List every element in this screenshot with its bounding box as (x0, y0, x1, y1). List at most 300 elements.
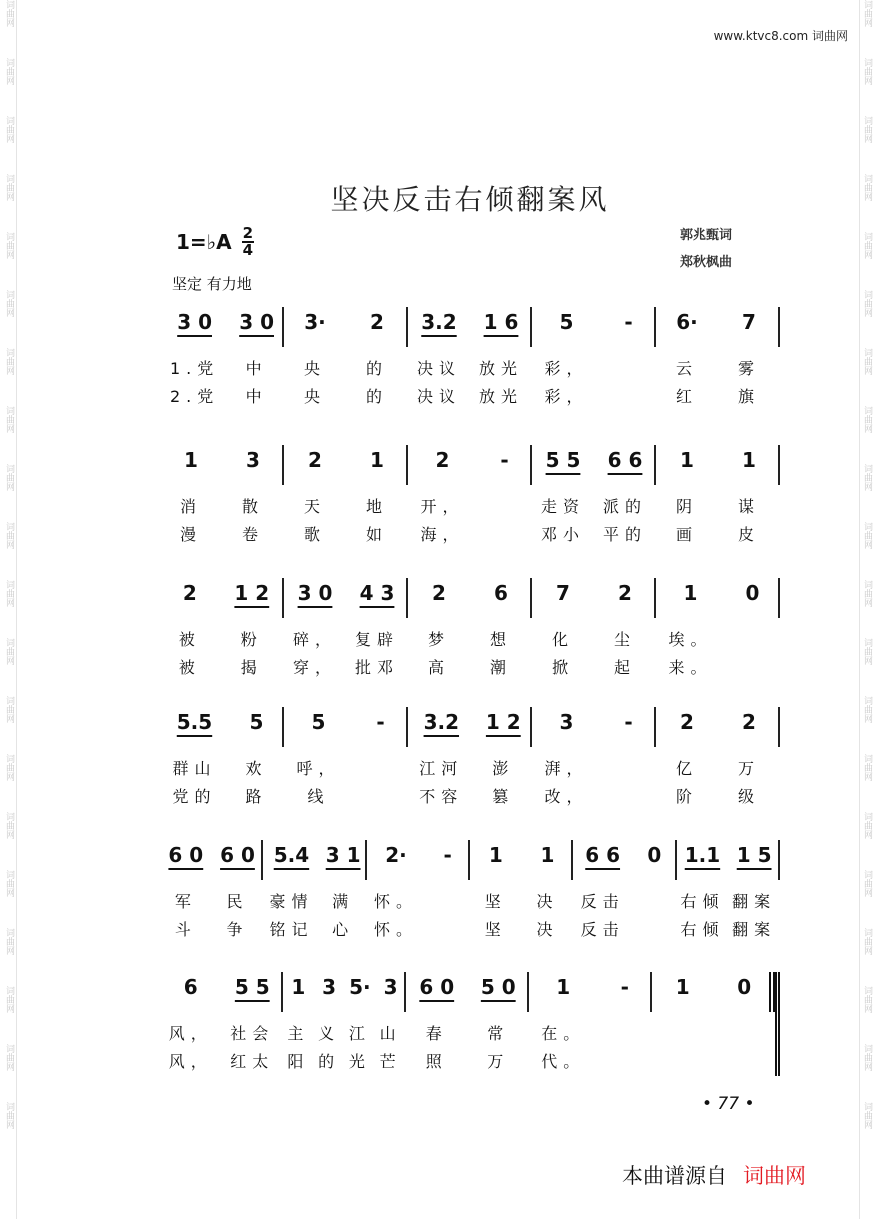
lyric-verse-1: 风， (168, 1024, 213, 1043)
watermark-text: 词曲网 (862, 1044, 872, 1071)
lyric-verse-2: 歌 (303, 525, 326, 544)
note: 6 0 (419, 975, 455, 999)
note-group (220, 840, 255, 944)
note-group (541, 972, 585, 1076)
watermark-text: 词曲网 (862, 464, 872, 491)
note: - (620, 975, 629, 999)
note-group (732, 840, 776, 944)
note-group (729, 972, 759, 1076)
note-group (293, 578, 337, 682)
lyric-verse-2: 平的 (602, 525, 647, 544)
note: 2 (435, 448, 450, 472)
lyric-verse-2: 红太 (230, 1052, 275, 1071)
watermark-text: 词曲网 (4, 0, 14, 27)
note: 2 (742, 710, 756, 734)
note: 1 (291, 975, 306, 999)
note: 1 (680, 448, 694, 472)
lyric-verse-1: 澎 (492, 759, 515, 778)
lyric-verse-2: 旗 (737, 387, 760, 406)
note: 0 (745, 581, 760, 605)
note: 2 (308, 448, 322, 472)
key-label: 1=♭A (176, 230, 232, 254)
note-group (668, 972, 698, 1076)
note-group (486, 578, 516, 682)
lyric-verse-2: 放光 (478, 387, 523, 406)
note: 5 5 (545, 448, 581, 472)
note-group (230, 972, 274, 1076)
note: 1 2 (234, 581, 270, 605)
watermark-text: 词曲网 (4, 348, 14, 375)
note: 0 (737, 975, 752, 999)
site-url: www.ktvc8.com 词曲网 (713, 29, 848, 43)
lyric-verse-1: 彩， (544, 359, 589, 378)
note-group (734, 445, 764, 549)
watermark-text: 词曲网 (4, 1044, 14, 1071)
note: 5· (349, 975, 371, 999)
lyric-verse-1: 派的 (602, 497, 647, 516)
watermark-text: 词曲网 (862, 870, 872, 897)
lyric-verse-1: 右倾 (680, 892, 725, 911)
lyric-verse-1: 满 (332, 892, 355, 911)
lyric-verse-2: 2.党 (169, 387, 220, 406)
measure (532, 307, 656, 411)
lyric-verse-2: 风， (168, 1052, 213, 1071)
note-group (639, 840, 669, 944)
lyric-verse-2: 邓小 (540, 525, 585, 544)
note-group (241, 707, 271, 811)
note-group (176, 445, 206, 549)
lyric-verse-1: 民 (226, 892, 249, 911)
lyric-verse-2: 党的 (172, 787, 217, 806)
lyric-verse-2: 掀 (551, 658, 574, 677)
note: - (624, 310, 633, 334)
note-group (486, 707, 521, 811)
lyric-verse-1: 云 (675, 359, 698, 378)
note: 2 (680, 710, 694, 734)
note: 2 (432, 581, 446, 605)
note: - (500, 448, 509, 472)
note-group (548, 578, 578, 682)
note: 2 (618, 581, 632, 605)
lyric-verse-2: 批邓 (354, 658, 399, 677)
measure (656, 578, 780, 682)
note-group (326, 840, 361, 944)
lyric-verse-2: 被 (178, 658, 201, 677)
measure (677, 840, 780, 944)
note-group (168, 840, 203, 944)
note: 6 6 (607, 448, 643, 472)
lyric-verse-1: 决议 (416, 359, 461, 378)
note: 6 (183, 975, 198, 999)
note-group (234, 578, 269, 682)
lyric-verse-2: 起 (613, 658, 636, 677)
note-group (374, 840, 418, 944)
measure (532, 707, 656, 811)
lyric-verse-2: 海， (420, 525, 465, 544)
measure (263, 840, 366, 944)
lyric-verse-1: 社会 (230, 1024, 275, 1043)
note-group (603, 445, 647, 549)
note: 2 (370, 310, 384, 334)
lyric-verse-2: 线 (307, 787, 330, 806)
note-group (479, 307, 523, 411)
note: 5.4 (273, 843, 310, 867)
lyric-verse-1: 复辟 (354, 630, 399, 649)
music-system (160, 972, 780, 1076)
watermark-text: 词曲网 (862, 986, 872, 1013)
time-bottom: 4 (242, 241, 254, 259)
lyric-verse-1: 江河 (419, 759, 464, 778)
measure (408, 307, 532, 411)
note: 3 0 (177, 310, 212, 334)
measure (160, 707, 284, 811)
lyric-verse-2: 画 (675, 525, 698, 544)
watermark-text: 词曲网 (862, 638, 872, 665)
lyric-verse-2: 卷 (241, 525, 264, 544)
note-group (734, 307, 764, 411)
watermark-text: 词曲网 (4, 232, 14, 259)
lyric-verse-1: 放光 (478, 359, 523, 378)
measure (573, 840, 676, 944)
note: 1.1 (684, 843, 721, 867)
note: - (624, 710, 633, 734)
watermark-text: 词曲网 (4, 754, 14, 781)
note-group (417, 307, 461, 411)
lyric-verse-1: 天 (303, 497, 326, 516)
lyric-verse-2: 来。 (668, 658, 713, 677)
lyric-verse-1: 地 (365, 497, 388, 516)
note: 3 0 (297, 581, 333, 605)
lyric-verse-1: 化 (551, 630, 574, 649)
note-group (239, 307, 274, 411)
lyric-verse-2: 怀。 (373, 920, 418, 939)
lyric-verse-2: 决议 (416, 387, 461, 406)
note: 6 0 (168, 843, 204, 867)
note-group (300, 307, 330, 411)
watermark-text: 词曲网 (4, 116, 14, 143)
note: 5 5 (234, 975, 270, 999)
note: 4 3 (359, 581, 395, 605)
note: 3 (383, 975, 398, 999)
lyric-verse-1: 怀。 (373, 892, 418, 911)
source-brand: 词曲网 (743, 1164, 806, 1188)
note-group (668, 578, 712, 682)
note-group (737, 578, 767, 682)
measure (160, 840, 263, 944)
watermark-text: 词曲网 (862, 1102, 872, 1129)
note-group (544, 707, 588, 811)
measure (656, 445, 780, 549)
measure (160, 578, 284, 682)
lyric-verse-2: 阳 (287, 1052, 310, 1071)
lyric-verse-1: 1.党 (169, 359, 220, 378)
lyric-verse-2: 红 (675, 387, 698, 406)
lyric-verse-2: 万 (487, 1052, 510, 1071)
note: 6 (494, 581, 508, 605)
watermark-text: 词曲网 (862, 348, 872, 375)
lyric-verse-2: 的 (318, 1052, 341, 1071)
note: 1 (540, 843, 555, 867)
lyric-verse-2: 翻案 (732, 920, 777, 939)
note-group (170, 307, 219, 411)
note-group (362, 445, 392, 549)
note-group (355, 578, 399, 682)
source-prefix: 本曲谱源自 (622, 1164, 727, 1188)
note: 5 (559, 310, 574, 334)
lyric-verse-1: 开， (420, 497, 465, 516)
note: 3 0 (239, 310, 274, 334)
measure (532, 578, 656, 682)
note-group (314, 972, 344, 1076)
note: 7 (556, 581, 570, 605)
lyric-verse-2: 篡 (492, 787, 515, 806)
lyric-verse-2: 铭记 (269, 920, 314, 939)
measure (284, 578, 408, 682)
note: 1 (683, 581, 698, 605)
lyric-verse-1: 常 (487, 1024, 510, 1043)
time-signature (242, 226, 254, 258)
note: 3· (304, 310, 326, 334)
note-group (489, 445, 519, 549)
lyric-verse-2: 争 (226, 920, 249, 939)
music-system (160, 578, 780, 682)
lyric-verse-1: 尘 (613, 630, 636, 649)
watermark-text: 词曲网 (862, 58, 872, 85)
lyric-verse-2: 斗 (174, 920, 197, 939)
key-signature (176, 226, 254, 258)
note: 6 0 (220, 843, 255, 867)
note: 1 (184, 448, 198, 472)
lyric-verse-1: 群山 (172, 759, 217, 778)
note: 5 0 (480, 975, 516, 999)
note-group (169, 972, 213, 1076)
watermark-text: 词曲网 (862, 696, 872, 723)
note-group (672, 445, 702, 549)
lyric-verse-2: 穿， (292, 658, 337, 677)
watermark-text: 词曲网 (4, 464, 14, 491)
watermark-text: 词曲网 (862, 232, 872, 259)
watermark-text: 词曲网 (4, 696, 14, 723)
page-number: • 77 • (702, 1094, 755, 1114)
note: 7 (742, 310, 756, 334)
watermark-text: 词曲网 (4, 928, 14, 955)
lyric-verse-1: 万 (737, 759, 760, 778)
note: 1 5 (736, 843, 772, 867)
measure (408, 445, 532, 549)
watermark-text: 词曲网 (4, 406, 14, 433)
source-credit (622, 1160, 806, 1190)
watermark-text: 词曲网 (862, 174, 872, 201)
lyric-verse-1: 埃。 (668, 630, 713, 649)
watermark-text: 词曲网 (4, 812, 14, 839)
watermark-text: 词曲网 (4, 1102, 14, 1129)
lyric-verse-1: 散 (241, 497, 264, 516)
note-group (672, 707, 702, 811)
measure (160, 972, 283, 1076)
music-system (160, 445, 780, 549)
lyric-verse-1: 江 (348, 1024, 371, 1043)
note: 3 (246, 448, 260, 472)
lyric-verse-2: 级 (737, 787, 760, 806)
lyric-verse-2: 漫 (179, 525, 202, 544)
note-group (345, 972, 375, 1076)
lyric-verse-2: 如 (365, 525, 388, 544)
watermark-text: 词曲网 (4, 986, 14, 1013)
note-group (581, 840, 625, 944)
measure (656, 307, 780, 411)
measure (656, 707, 780, 811)
note-group (283, 972, 313, 1076)
measure (284, 445, 408, 549)
lyricist: 郭兆甄词 (680, 228, 733, 243)
note: 3.2 (423, 710, 460, 734)
note-group (541, 445, 585, 549)
measure (367, 840, 470, 944)
lyric-verse-2: 反击 (580, 920, 625, 939)
music-system (160, 307, 780, 411)
measure (283, 972, 406, 1076)
watermark-text: 词曲网 (862, 406, 872, 433)
note-group (613, 707, 643, 811)
lyric-verse-1: 的 (365, 359, 388, 378)
measure (284, 707, 408, 811)
note-group (300, 445, 330, 549)
lyric-verse-1: 中 (245, 359, 268, 378)
watermark-text: 词曲网 (4, 290, 14, 317)
lyric-verse-1: 欢 (245, 759, 268, 778)
lyric-verse-1: 主 (287, 1024, 310, 1043)
lyric-verse-1: 阴 (675, 497, 698, 516)
note: 3 1 (325, 843, 361, 867)
lyric-verse-1: 谋 (737, 497, 760, 516)
lyric-verse-2: 的 (365, 387, 388, 406)
note: - (443, 843, 452, 867)
lyric-verse-1: 豪情 (269, 892, 314, 911)
watermark-text: 词曲网 (4, 58, 14, 85)
watermark-text: 词曲网 (862, 522, 872, 549)
watermark-text: 词曲网 (862, 290, 872, 317)
measure (529, 972, 652, 1076)
lyric-verse-1: 军 (174, 892, 197, 911)
note-group (376, 972, 406, 1076)
note: 3.2 (421, 310, 457, 334)
lyric-verse-1: 决 (536, 892, 559, 911)
watermark-text: 词曲网 (4, 580, 14, 607)
lyric-verse-2: 皮 (737, 525, 760, 544)
music-system (160, 707, 780, 811)
lyric-verse-1: 粉 (240, 630, 263, 649)
note-group (610, 972, 640, 1076)
watermark-text: 词曲网 (4, 870, 14, 897)
lyric-verse-1: 央 (303, 359, 326, 378)
note-group (420, 445, 464, 549)
lyric-verse-1: 湃， (544, 759, 589, 778)
note: 1 (488, 843, 503, 867)
credits (680, 222, 732, 276)
note: 2 (182, 581, 197, 605)
note-group (269, 840, 313, 944)
note: 0 (647, 843, 662, 867)
lyric-verse-2: 光 (348, 1052, 371, 1071)
lyric-verse-1: 义 (318, 1024, 341, 1043)
watermark-text: 词曲网 (862, 754, 872, 781)
lyric-verse-2: 央 (303, 387, 326, 406)
note: 2· (385, 843, 407, 867)
lyric-verse-2: 路 (245, 787, 268, 806)
note-group (481, 840, 511, 944)
time-top: 2 (242, 224, 254, 242)
note: 3 (322, 975, 337, 999)
note-group (238, 445, 268, 549)
lyric-verse-1: 亿 (675, 759, 698, 778)
lyric-verse-1: 在。 (541, 1024, 586, 1043)
note-group (172, 707, 216, 811)
lyric-verse-2: 高 (427, 658, 450, 677)
note-group (544, 307, 588, 411)
lyric-verse-1: 想 (489, 630, 512, 649)
watermark-text: 词曲网 (862, 116, 872, 143)
note-group (481, 972, 516, 1076)
note: 1 (742, 448, 756, 472)
lyric-verse-2: 不容 (419, 787, 464, 806)
lyric-verse-2: 心 (332, 920, 355, 939)
note: 5.5 (176, 710, 213, 734)
watermark-text: 词曲网 (862, 580, 872, 607)
note: 1 (675, 975, 690, 999)
note: - (376, 710, 385, 734)
note: 5 (311, 710, 326, 734)
note: 1 6 (483, 310, 519, 334)
measure (532, 445, 656, 549)
measure (284, 307, 408, 411)
note-group (672, 307, 702, 411)
note: 6 6 (585, 843, 621, 867)
note-group (680, 840, 724, 944)
note-group (419, 972, 454, 1076)
measure (652, 972, 780, 1076)
watermark-text: 词曲网 (862, 0, 872, 27)
lyric-verse-1: 雾 (737, 359, 760, 378)
lyric-verse-1: 梦 (427, 630, 450, 649)
lyric-verse-2: 中 (245, 387, 268, 406)
note: 1 (556, 975, 571, 999)
note-group (424, 578, 454, 682)
lyric-verse-2: 彩， (544, 387, 589, 406)
watermark-text: 词曲网 (4, 522, 14, 549)
note-group (613, 307, 643, 411)
lyric-verse-2: 照 (425, 1052, 448, 1071)
note-group (296, 707, 340, 811)
lyric-verse-2: 右倾 (680, 920, 725, 939)
lyric-verse-1: 翻案 (732, 892, 777, 911)
lyric-verse-2: 改， (544, 787, 589, 806)
measure (160, 445, 284, 549)
note-group (734, 707, 764, 811)
note: 1 (370, 448, 384, 472)
watermark-text: 词曲网 (4, 638, 14, 665)
lyric-verse-1: 山 (379, 1024, 402, 1043)
lyric-verse-2: 揭 (240, 658, 263, 677)
watermark-text: 词曲网 (4, 174, 14, 201)
lyric-verse-1: 呼， (296, 759, 341, 778)
note: 6· (676, 310, 698, 334)
watermark-text: 词曲网 (862, 812, 872, 839)
note-group (365, 707, 395, 811)
note-group (419, 707, 463, 811)
lyric-verse-2: 决 (536, 920, 559, 939)
lyric-verse-1: 被 (178, 630, 201, 649)
note: 1 2 (485, 710, 521, 734)
